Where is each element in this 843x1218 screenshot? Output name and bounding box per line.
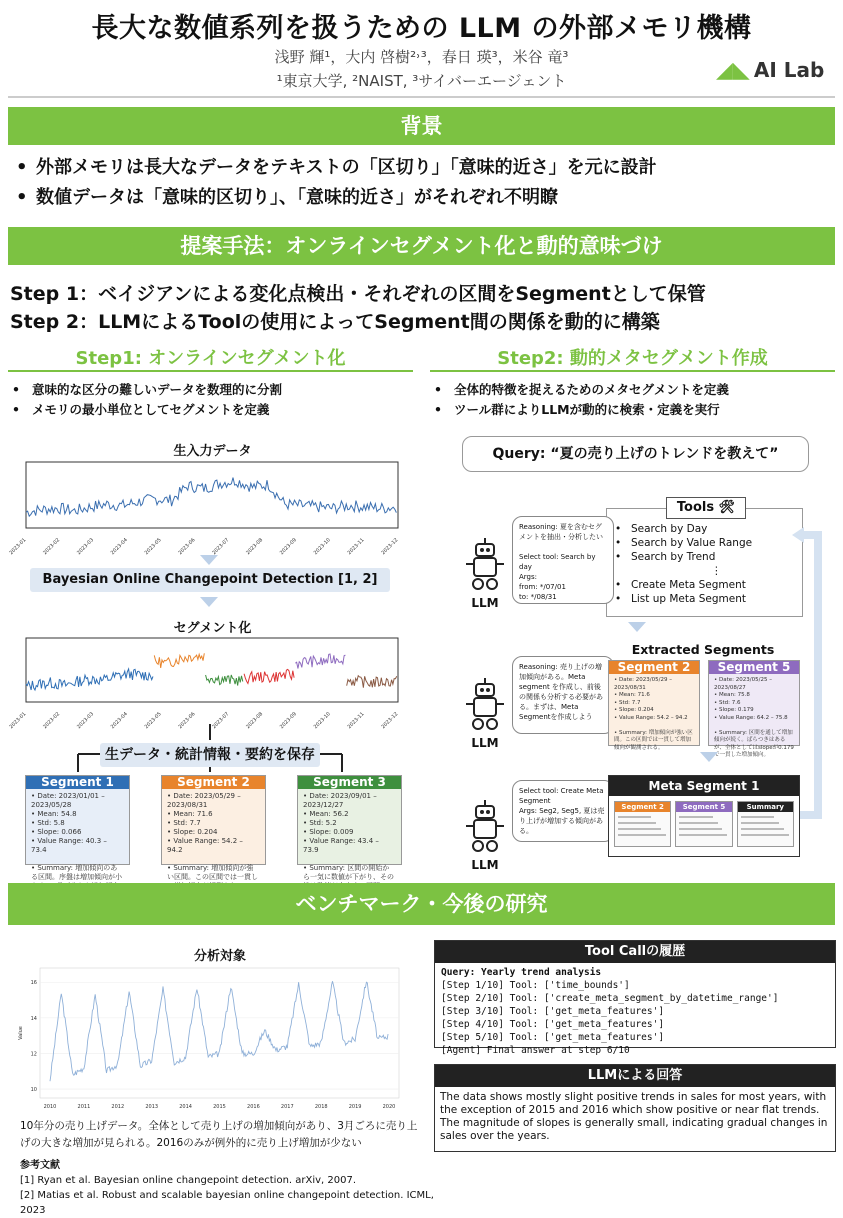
segment-card-line: • Std: 7.7	[167, 819, 201, 827]
ai-lab-logo-icon: ◢◣	[716, 58, 750, 83]
query-bubble: Query: “夏の売り上げのトレンドを教えて”	[462, 436, 809, 472]
bubble-line: Args: Seg2, Seg5, 夏は売り上げが増加する傾向がある。	[519, 807, 605, 835]
plot-frame	[26, 462, 398, 528]
segment-card-line	[31, 855, 124, 864]
header-divider	[8, 96, 835, 98]
raw-data-chart	[8, 458, 405, 557]
llm-answer-text: The data shows mostly slight positive trends in sales for most years, with the exception of 2015 and 2016 which show positive or near flat trends. The magnitude of slopes is generally small, indicating gradual changes in sales over the years.	[440, 1091, 828, 1142]
step1-bullet: • メモリの最小単位としてセグメントを定義	[10, 400, 410, 420]
x-tick-label: 2014	[179, 1104, 192, 1110]
extracted-title: Extracted Segments	[631, 642, 775, 657]
x-tick-label: 2012	[111, 1104, 125, 1110]
segment-card-line: • Slope: 0.009	[303, 828, 354, 836]
segment-card-line: • Mean: 56.2	[303, 810, 349, 818]
meta-text-placeholder	[679, 828, 722, 830]
bubble-line: from: */07/01	[519, 583, 566, 591]
x-tick-label: 2023-06	[177, 537, 197, 557]
tool-history-line: [Step 3/10] Tool: ['get_meta_features']	[441, 1006, 665, 1017]
segmented-chart-title: セグメント化	[173, 621, 252, 636]
x-tick-label: 2023-05	[143, 711, 163, 731]
segment-card-line: • Date: 2023/05/29 – 2023/08/31	[167, 792, 241, 809]
tools-ellipsis: ⋮	[711, 565, 722, 577]
extracted-segment-card	[608, 660, 700, 751]
plot-frame	[26, 638, 398, 702]
step2-text: Step 2：LLMによるToolの使用によってSegment間の関係を動的に構築	[10, 311, 660, 333]
x-tick-label: 2023-10	[312, 537, 332, 557]
analysis-caption: 10年分の売り上げデータ。全体として売り上げの増加傾向があり、3月ごろに売り上げの大きな増加が見られる。2016のみが例外的に売り上げ増加が少ない	[20, 1120, 418, 1149]
references-title: 参考文献	[20, 1160, 60, 1171]
meta-text-placeholder	[679, 834, 727, 836]
segment-card	[161, 775, 266, 881]
extracted-segment-line: • Value Range: 64.2 – 75.8	[714, 714, 788, 721]
y-axis-label: Value	[18, 1026, 24, 1040]
tool-history-line: [Step 2/10] Tool: ['create_meta_segment_by_datetime_range']	[441, 993, 779, 1004]
segment-card-line: • Std: 5.8	[31, 819, 65, 827]
step2-bullets	[432, 380, 832, 420]
loop-arrow-path	[800, 535, 818, 815]
step2-bullet: • 全体的特徴を捉えるためのメタセグメントを定義	[432, 380, 832, 400]
robot-icon	[462, 536, 508, 592]
meta-segment-columns	[609, 796, 799, 852]
bubble-line	[519, 542, 607, 552]
llm-label: LLM	[471, 736, 499, 750]
section-heading-background: 背景	[8, 107, 835, 145]
extracted-segment-line: • Mean: 75.8	[714, 692, 750, 698]
tool-item: • Search by Day	[613, 522, 802, 536]
extracted-segment-line: • Std: 7.6	[714, 699, 741, 706]
x-tick-label: 2010	[43, 1104, 57, 1110]
tool-item: • Search by Value Range	[613, 536, 802, 550]
meta-segment-box	[608, 775, 800, 857]
extracted-segment-title: Segment 5	[709, 661, 799, 674]
x-tick-label: 2023-12	[380, 537, 400, 557]
tool-item: • Search by Trend	[613, 550, 802, 564]
x-tick-label: 2023-02	[42, 537, 62, 557]
x-tick-label: 2013	[145, 1104, 159, 1110]
tools-list	[607, 522, 802, 606]
reasoning-bubble-3	[512, 780, 614, 842]
tool-history-line: [Agent] Final answer at step 6/10	[441, 1045, 630, 1056]
meta-text-placeholder	[679, 822, 717, 824]
step1-text: Step 1：ベイジアンによる変化点検出・それぞれの区間をSegmentとして保管	[10, 283, 706, 305]
poster-title: 長大な数値系列を扱うための LLM の外部メモリ機構	[91, 13, 752, 44]
x-tick-label: 2015	[213, 1104, 226, 1110]
extracted-segment-body	[609, 674, 699, 755]
x-tick-label: 2017	[280, 1104, 294, 1110]
segment-card-title: Segment 2	[162, 776, 265, 789]
x-tick-label: 2020	[382, 1104, 396, 1110]
x-tick-label: 2023-03	[76, 711, 96, 731]
logo-text: AI Lab	[753, 58, 825, 82]
extracted-segment-line: • Value Range: 54.2 – 94.2	[614, 714, 688, 721]
x-tick-label: 2023-09	[278, 711, 298, 731]
loop-arrow-head	[792, 527, 804, 543]
step2-rule	[430, 370, 835, 372]
extracted-segment-title: Segment 2	[609, 661, 699, 674]
meta-segment-column	[614, 801, 671, 847]
step1-rule	[8, 370, 413, 372]
x-tick-label: 2023-11	[346, 711, 366, 731]
meta-segment-column-title: Segment 2	[615, 802, 670, 812]
extracted-segment-card	[708, 660, 800, 758]
meta-text-placeholder	[618, 828, 661, 830]
tool-history-line: [Step 1/10] Tool: ['time_bounds']	[441, 980, 630, 991]
extracted-segment-body	[709, 674, 799, 763]
extracted-segment-line: • Std: 7.7	[614, 699, 641, 706]
segment-card-line: • Std: 5.2	[303, 819, 337, 827]
llm-robot	[462, 536, 508, 610]
references	[20, 1158, 440, 1218]
tool-history-panel	[434, 940, 836, 1056]
tool-history-line: [Step 5/10] Tool: ['get_meta_features']	[441, 1032, 665, 1043]
reference-item: [2] Matias et al. Robust and scalable bayesian online changepoint detection. ICML, 2023	[20, 1190, 434, 1216]
x-tick-label: 2019	[348, 1104, 362, 1110]
tool-item: • Create Meta Segment	[613, 578, 802, 592]
bubble-line: Reasoning: 夏を含むセグメントを抽出・分析したい	[519, 523, 603, 541]
bubble-line: Select tool: Create Meta Segment	[519, 787, 604, 805]
meta-text-placeholder	[618, 816, 651, 818]
llm-robot	[462, 676, 508, 750]
reference-item: [1] Ryan et al. Bayesian online changepoint detection. arXiv, 2007.	[20, 1175, 357, 1186]
ai-lab-logo	[716, 58, 824, 83]
step1-bullets	[10, 380, 410, 420]
extracted-segments-row	[608, 660, 798, 758]
raw-chart-title: 生入力データ	[173, 444, 252, 459]
segment-card-line: • Value Range: 43.4 – 73.9	[303, 837, 379, 854]
extracted-segment-line: • Slope: 0.179	[714, 707, 754, 713]
meta-text-placeholder	[741, 822, 779, 824]
y-tick-label: 16	[30, 980, 37, 987]
x-tick-label: 2018	[314, 1104, 328, 1110]
plot-frame	[40, 968, 399, 1098]
tools-title: Tools 🛠	[666, 497, 746, 519]
x-tick-label: 2023-10	[312, 711, 332, 731]
x-tick-label: 2011	[77, 1104, 91, 1110]
llm-robot	[462, 798, 508, 872]
meta-text-placeholder	[741, 834, 789, 836]
tool-history-line: [Step 4/10] Tool: ['get_meta_features']	[441, 1019, 665, 1030]
x-tick-label: 2016	[247, 1104, 260, 1110]
x-tick-label: 2023-02	[42, 711, 62, 731]
tool-item: • List up Meta Segment	[613, 592, 802, 606]
step1-bullet: • 意味的な区分の難しいデータを数理的に分割	[10, 380, 410, 400]
bubble-line: Reasoning: 売り上げの増加傾向がある。Meta segment を作成し、前後の関係も分析する必要がある。まずは、Meta Segmentを作成しよう	[519, 663, 603, 721]
extracted-segment-line	[714, 722, 794, 730]
background-bullets	[14, 153, 834, 213]
segment-card-body	[298, 789, 401, 894]
segment-card-row	[25, 775, 420, 881]
extracted-segment-line: • Date: 2023/05/25 – 2023/08/27	[714, 677, 772, 691]
x-tick-label: 2023-07	[211, 537, 231, 557]
x-tick-label: 2023-04	[109, 711, 129, 731]
segment-card-line: • Mean: 71.6	[167, 810, 213, 818]
method-steps	[10, 280, 840, 336]
extracted-segment-line: • Date: 2023/05/29 – 2023/08/31	[614, 677, 672, 691]
segment-card-title: Segment 3	[298, 776, 401, 789]
bubble-line: to: */08/31	[519, 593, 557, 601]
extracted-segment-line: • Slope: 0.204	[614, 707, 654, 713]
bocpd-label: Bayesian Online Changepoint Detection [1, 2]	[30, 568, 390, 592]
x-tick-label: 2023-05	[143, 537, 163, 557]
robot-icon	[462, 676, 508, 732]
meta-text-placeholder	[741, 816, 774, 818]
bubble-line: Select tool: Search by day	[519, 553, 596, 571]
y-tick-label: 10	[30, 1087, 37, 1094]
meta-text-placeholder	[618, 822, 656, 824]
extracted-segment-line: • Summary: 増加傾向が強い区間。この区間では一貫して増加傾向が観測される。	[614, 729, 693, 751]
x-tick-label: 2023-08	[245, 711, 265, 731]
segment-card-line: • Summary: 区間の開始から一気に数値が下がり、その	[303, 864, 394, 881]
meta-text-placeholder	[618, 834, 666, 836]
meta-text-placeholder	[741, 828, 784, 830]
step1-heading: Step1: オンラインセグメント化	[75, 348, 346, 369]
arrow-down-icon	[200, 555, 218, 565]
segment-card-line: • Summary: 増加傾向のある区間。序盤は増加傾向が小	[31, 864, 122, 881]
meta-text-placeholder	[679, 816, 712, 818]
x-tick-label: 2023-06	[177, 711, 197, 731]
save-label: 生データ・統計情報・要約を保存	[100, 743, 320, 767]
bubble-line: Args:	[519, 573, 537, 581]
arrow-down-icon	[628, 622, 646, 632]
segment-card-line	[303, 855, 396, 864]
reasoning-bubble-1	[512, 516, 614, 604]
extracted-segment-line: • Mean: 71.6	[614, 692, 650, 698]
x-tick-label: 2023-01	[8, 711, 28, 731]
segment-card-line: • Value Range: 40.3 – 73.4	[31, 837, 107, 854]
llm-answer-title: LLMによる回答	[435, 1065, 835, 1087]
meta-segment-column-title: Segment 5	[676, 802, 731, 812]
affiliations: ¹東京大学, ²NAIST, ³サイバーエージェント	[276, 72, 567, 90]
segment-card-line: • Value Range: 54.2 – 94.2	[167, 837, 243, 854]
segment-card	[297, 775, 402, 881]
arrow-down-icon	[700, 752, 718, 762]
segment-card-line: • Date: 2023/09/01 – 2023/12/27	[303, 792, 377, 809]
segment-card-line: • Slope: 0.066	[31, 828, 82, 836]
x-tick-label: 2023-03	[76, 537, 96, 557]
extracted-segment-line	[614, 722, 694, 730]
tool-history-title: Tool Callの履歴	[435, 941, 835, 963]
segment-card-line: • Date: 2023/01/01 – 2023/05/28	[31, 792, 105, 809]
y-tick-label: 12	[30, 1051, 37, 1058]
x-tick-label: 2023-01	[8, 537, 28, 557]
tool-history-body	[435, 963, 835, 1060]
arrow-down-icon	[200, 597, 218, 607]
tool-history-query: Query: Yearly trend analysis	[441, 967, 602, 978]
tools-box	[606, 508, 803, 617]
segment-card-line: • Slope: 0.204	[167, 828, 218, 836]
author-list: 浅野 輝¹，大内 啓樹²˒³，春日 瑛³，米谷 竜³	[274, 48, 569, 66]
analysis-chart-title: 分析対象	[193, 949, 246, 964]
x-tick-label: 2023-12	[380, 711, 400, 731]
x-tick-label: 2023-09	[278, 537, 298, 557]
segmented-data-chart	[8, 634, 405, 731]
segment-card-body	[162, 789, 265, 894]
step2-heading: Step2: 動的メタセグメント作成	[497, 348, 768, 369]
robot-icon	[462, 798, 508, 854]
x-tick-label: 2023-08	[245, 537, 265, 557]
segment-card-line	[167, 855, 260, 864]
reasoning-bubble-2	[512, 656, 614, 734]
llm-answer-panel	[434, 1064, 836, 1152]
extracted-segment-line: • Summary: 区間を通して増加傾向が続く。ばらつきはあるが、全体としてはslopeが0.179で一貫した増加傾向。	[714, 729, 794, 758]
x-tick-label: 2023-07	[211, 711, 231, 731]
step2-bullet: • ツール群によりLLMが動的に検索・定義を実行	[432, 400, 832, 420]
meta-segment-column	[675, 801, 732, 847]
section-heading-benchmark: ベンチマーク・今後の研究	[8, 883, 835, 925]
segment-card-title: Segment 1	[26, 776, 129, 789]
x-tick-label: 2023-11	[346, 537, 366, 557]
meta-segment-column-title: Summary	[738, 802, 793, 812]
segment-card	[25, 775, 130, 881]
segment-card-line: • Summary: 増加傾向が強い区間。この区間では一貫し	[167, 864, 258, 881]
x-tick-label: 2023-04	[109, 537, 129, 557]
segment-card-line: • Mean: 54.8	[31, 810, 77, 818]
meta-segment-column	[737, 801, 794, 847]
llm-label: LLM	[471, 858, 499, 872]
meta-segment-title: Meta Segment 1	[609, 776, 799, 796]
llm-label: LLM	[471, 596, 499, 610]
background-bullet: • 外部メモリは長大なデータをテキストの「区切り」「意味的近さ」を元に設計	[14, 153, 834, 183]
background-bullet: • 数値データは「意味的区切り」、「意味的近さ」がそれぞれ不明瞭	[14, 183, 834, 213]
analysis-chart	[14, 962, 419, 1112]
y-tick-label: 14	[30, 1015, 37, 1022]
section-heading-method: 提案手法：オンラインセグメント化と動的意味づけ	[8, 227, 835, 265]
